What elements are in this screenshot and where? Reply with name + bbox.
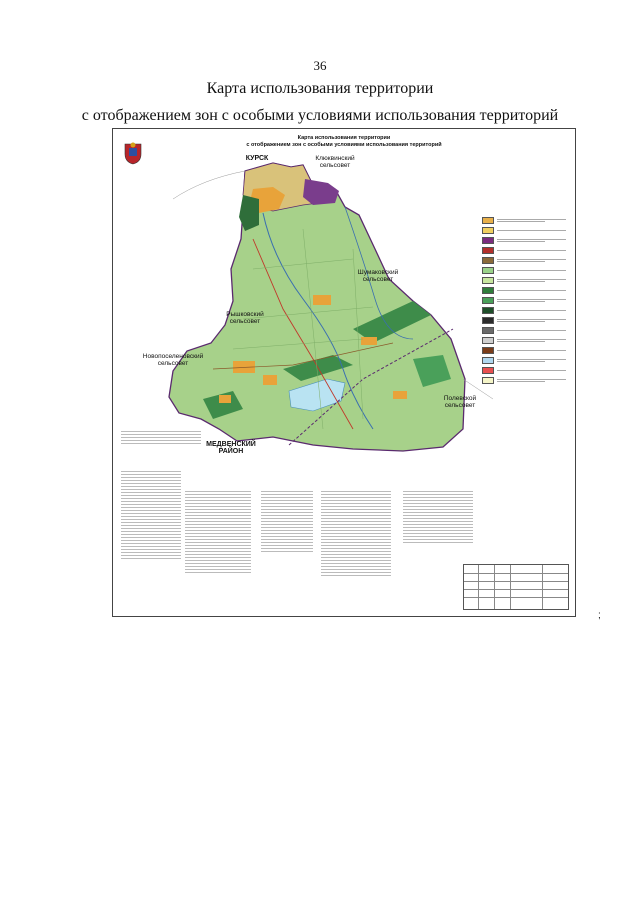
legend-column-5 [403, 489, 473, 545]
legend-swatch [482, 327, 494, 334]
label-ryshkovsky: Рышковский сельсовет [226, 311, 264, 325]
legend-swatch [482, 297, 494, 304]
legend-item [482, 337, 566, 344]
legend-text-placeholder [497, 318, 566, 323]
legend-item [482, 347, 566, 354]
legend-item [482, 237, 566, 244]
legend-swatch [482, 267, 494, 274]
legend-text-placeholder [497, 358, 566, 363]
legend-text-placeholder [497, 249, 566, 252]
legend-item [482, 327, 566, 334]
label-klyukvinsky: Клюквинский сельсовет [315, 155, 355, 169]
legend-column-2 [185, 489, 251, 575]
label-medvensky: МЕДВЕНСКИЙ РАЙОН [206, 441, 256, 455]
legend-left-top [121, 429, 201, 446]
legend-item [482, 287, 566, 294]
page-title-line-2: с отображением зон с особыми условиями использования территорий [81, 107, 559, 124]
legend-swatch [482, 217, 494, 224]
legend-item [482, 297, 566, 304]
legend-item [482, 307, 566, 314]
legend-swatch [482, 237, 494, 244]
settlement-1 [313, 295, 331, 305]
legend-swatch [482, 357, 494, 364]
legend-item [482, 217, 566, 224]
map-sheet-title-2: с отображением зон с особыми условиями использования территорий [246, 142, 442, 148]
legend-text-placeholder [497, 309, 566, 312]
legend-swatch [482, 337, 494, 344]
legend-swatch [482, 287, 494, 294]
page-title-line-1: Карта использования территории [206, 80, 434, 97]
page-number: 36 [313, 58, 327, 73]
legend-item [482, 277, 566, 284]
label-polevskoy: Полевской сельсовет [443, 395, 477, 409]
legend-column-4 [321, 489, 391, 578]
legend-text-placeholder [497, 238, 566, 243]
legend-item [482, 257, 566, 264]
legend-text-placeholder [497, 349, 566, 352]
legend-item [482, 247, 566, 254]
label-kursk: КУРСК [245, 155, 269, 162]
label-novoposelenovsky: Новопоселеновский сельсовет [142, 353, 204, 367]
legend-text-placeholder [497, 229, 566, 232]
legend-swatch [482, 247, 494, 254]
legend-swatch [482, 277, 494, 284]
map-sheet [112, 128, 576, 617]
map-sheet-title-1: Карта использования территории [297, 135, 391, 141]
label-shumakovsky: Шумаковский сельсовет [357, 269, 399, 283]
settlement-4 [361, 337, 377, 345]
settlement-3 [263, 375, 277, 385]
legend-item [482, 357, 566, 364]
legend-swatch [482, 347, 494, 354]
legend-item [482, 227, 566, 234]
legend-text-placeholder [497, 369, 566, 372]
legend-item [482, 377, 566, 384]
legend-text-placeholder [497, 289, 566, 292]
legend-swatch [482, 317, 494, 324]
legend-swatch [482, 377, 494, 384]
legend-item [482, 317, 566, 324]
legend-column-1 [121, 469, 181, 561]
legend-text-placeholder [497, 258, 566, 263]
legend-item [482, 267, 566, 274]
legend-text-placeholder [497, 278, 566, 283]
settlement-6 [393, 391, 407, 399]
legend-text-placeholder [497, 218, 566, 223]
legend-right [482, 217, 566, 387]
settlement-5 [219, 395, 231, 403]
legend-item [482, 367, 566, 374]
legend-column-3 [261, 489, 313, 554]
legend-swatch [482, 257, 494, 264]
corner-mark: ; [598, 610, 601, 621]
legend-text-placeholder [497, 338, 566, 343]
legend-text-placeholder [497, 298, 566, 303]
legend-swatch [482, 367, 494, 374]
legend-text-placeholder [497, 269, 566, 272]
legend-text-placeholder [497, 378, 566, 383]
klyukva-industrial-zone [303, 179, 339, 205]
title-block-stamp [463, 564, 569, 610]
legend-swatch [482, 307, 494, 314]
legend-swatch [482, 227, 494, 234]
legend-text-placeholder [497, 329, 566, 332]
